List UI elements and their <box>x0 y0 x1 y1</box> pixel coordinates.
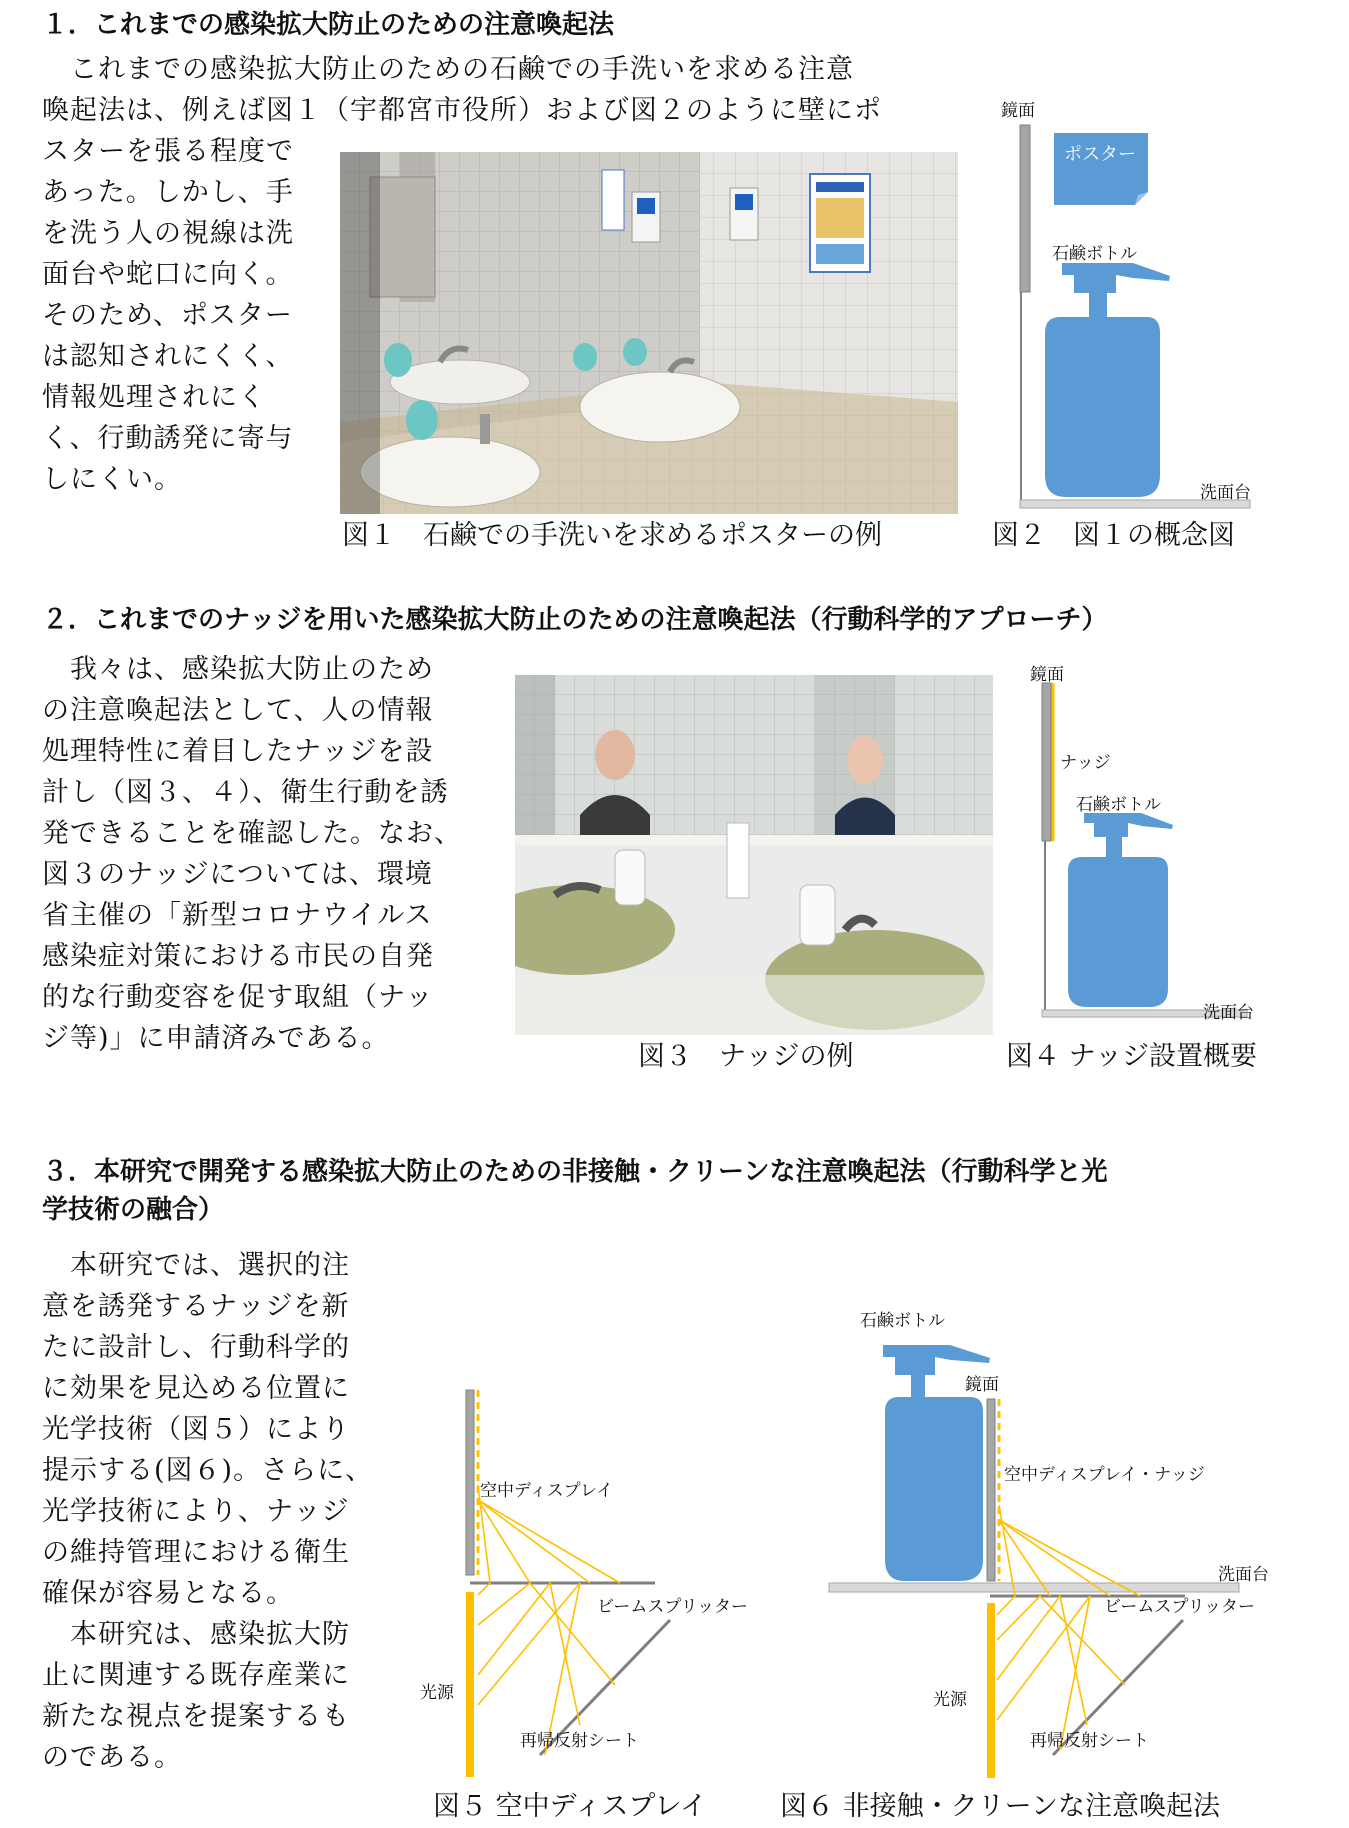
section2-body <box>42 649 462 1059</box>
light-rays <box>478 1485 620 1755</box>
body-line: のである。 <box>42 1742 182 1773</box>
body-line: 喚起法は、例えば図１（宇都宮市役所）および図２のように壁にポ <box>42 95 882 126</box>
fig2-bottle-label: 石鹸ボトル <box>1052 244 1137 264</box>
body-line: 省主催の「新型コロナウイルス <box>42 900 433 931</box>
figure3-photo <box>515 675 993 1035</box>
body-line: あった。しかし、手 <box>42 177 294 208</box>
section3-body <box>42 1245 373 1778</box>
fig6-display-label: 空中ディスプレイ・ナッジ <box>1004 1465 1205 1485</box>
nudge-sink-illustration <box>515 675 993 1035</box>
fig6-light-label: 光源 <box>933 1690 967 1710</box>
light-source-bar <box>466 1592 474 1777</box>
body-line: 新たな視点を提案するも <box>42 1701 350 1732</box>
body-line: に効果を見込める位置に <box>42 1373 350 1404</box>
fig4-sink-label: 洗面台 <box>1203 1003 1254 1023</box>
section3-heading <box>42 1153 1107 1229</box>
body-line: 本研究は、感染拡大防 <box>42 1619 350 1650</box>
body-line: たに設計し、行動科学的 <box>42 1332 350 1363</box>
body-line: これまでの感染拡大防止のための石鹸での手洗いを求める注意 <box>42 54 854 85</box>
soap-bottle-shape <box>1068 813 1173 1007</box>
figure2-caption: 図２ 図１の概念図 <box>992 520 1235 551</box>
section2-heading: ２．これまでのナッジを用いた感染拡大防止のための注意喚起法（行動科学的アプローチ） <box>42 605 1108 635</box>
figure6-caption: 図６ 非接触・クリーンな注意喚起法 <box>780 1791 1221 1822</box>
figure5-diagram <box>440 1385 800 1785</box>
body-line: 本研究では、選択的注 <box>42 1250 350 1281</box>
mirror-bar <box>466 1390 474 1575</box>
fig6-sink-label: 洗面台 <box>1218 1565 1269 1585</box>
body-line: 光学技術により、ナッジ <box>42 1496 350 1527</box>
restroom-illustration <box>340 152 958 514</box>
body-line: 我々は、感染拡大防止のため <box>42 654 434 685</box>
body-line: は認知されにくく、 <box>42 341 294 372</box>
body-line: の注意喚起法として、人の情報 <box>42 695 434 726</box>
mirror-bar <box>987 1399 995 1581</box>
fig2-sink-label: 洗面台 <box>1200 483 1251 503</box>
body-line: しにくい。 <box>42 464 182 495</box>
fig4-mirror-label: 鏡面 <box>1030 665 1064 685</box>
body-line: 図３のナッジについては、環境 <box>42 859 433 890</box>
body-line: 光学技術（図５）により <box>42 1414 350 1445</box>
body-line: く、行動誘発に寄与 <box>42 423 294 454</box>
body-line: 意を誘発するナッジを新 <box>42 1291 350 1322</box>
figure5-caption: 図５ 空中ディスプレイ <box>433 1791 707 1822</box>
fig4-bottle-label: 石鹸ボトル <box>1076 795 1161 815</box>
heading-line: ３．本研究で開発する感染拡大防止のための非接触・クリーンな注意喚起法（行動科学と光 <box>42 1157 1108 1187</box>
fig5-splitter-label: ビームスプリッター <box>597 1597 748 1617</box>
fig2-mirror-label: 鏡面 <box>1001 101 1035 121</box>
figure3-caption: 図３ ナッジの例 <box>638 1041 854 1072</box>
figure4-caption: 図４ ナッジ設置概要 <box>1006 1041 1258 1072</box>
figure1-caption: 図１ 石鹸での手洗いを求めるポスターの例 <box>342 520 882 551</box>
fig6-splitter-label: ビームスプリッター <box>1104 1597 1255 1617</box>
body-line: 処理特性に着目したナッジを設 <box>42 736 434 767</box>
body-line: 確保が容易となる。 <box>42 1578 294 1609</box>
body-line: 感染症対策における市民の自発 <box>42 941 434 972</box>
figure1-photo <box>340 152 958 514</box>
figure4-diagram <box>1018 675 1308 1020</box>
section1-heading: １．これまでの感染拡大防止のための注意喚起法 <box>42 10 615 40</box>
body-line: を洗う人の視線は洗 <box>42 218 294 249</box>
fig5-display-label: 空中ディスプレイ <box>480 1481 614 1501</box>
fig6-sheet-label: 再帰反射シート <box>1030 1731 1149 1751</box>
sink-shape <box>829 1583 1239 1592</box>
fig5-sheet-label: 再帰反射シート <box>520 1731 639 1751</box>
fig2-poster-label: ポスター <box>1064 144 1136 165</box>
body-line: スターを張る程度で <box>42 136 294 167</box>
body-line: の維持管理における衛生 <box>42 1537 350 1568</box>
body-line: 止に関連する既存産業に <box>42 1660 350 1691</box>
fig6-bottle-label: 石鹸ボトル <box>860 1311 945 1331</box>
mirror-bar <box>1020 125 1030 292</box>
body-line: そのため、ポスター <box>42 300 293 331</box>
soap-bottle-shape <box>1045 263 1170 497</box>
fig6-mirror-label: 鏡面 <box>965 1375 999 1395</box>
figure6-diagram <box>825 1325 1305 1785</box>
heading-line: 学技術の融合） <box>42 1195 225 1225</box>
mirror-bar <box>1042 683 1051 841</box>
light-source-bar <box>987 1603 995 1778</box>
body-line: ジ等)」に申請済みである。 <box>42 1023 390 1054</box>
body-line: 提示する(図６)。さらに、 <box>42 1455 374 1486</box>
body-line: 情報処理されにく <box>42 382 266 413</box>
body-line: 計し（図３、４）、衛生行動を誘 <box>42 777 449 808</box>
fig5-light-label: 光源 <box>420 1683 454 1703</box>
light-rays <box>997 1505 1140 1750</box>
fig4-nudge-label: ナッジ <box>1060 753 1111 773</box>
body-line: 発できることを確認した。なお、 <box>42 818 462 849</box>
body-line: 面台や蛇口に向く。 <box>42 259 294 290</box>
body-line: 的な行動変容を促す取組（ナッ <box>42 982 434 1013</box>
